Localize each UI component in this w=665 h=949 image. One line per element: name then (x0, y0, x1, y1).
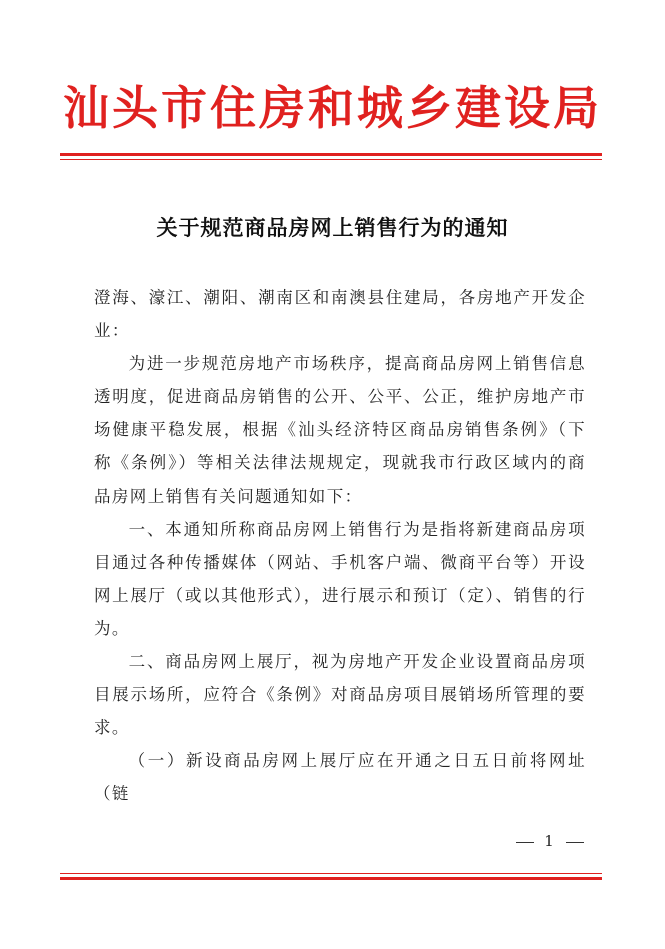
paragraph-item-2: 二、商品房网上展厅，视为房地产开发企业设置商品房项目展示场所，应符合《条例》对商品房项目展销场所管理的要求。 (94, 652, 586, 738)
paragraph-item-1: 一、本通知所称商品房网上销售行为是指将新建商品房项目通过各种传播媒体（网站、手机客户端、微商平台等）开设网上展厅（或以其他形式），进行展示和预订（定）、销售的行为。 (94, 519, 586, 638)
page-dash-right (566, 842, 584, 843)
footer-rule-thin (60, 873, 602, 874)
addressee: 澄海、濠江、潮阳、潮南区和南澳县住建局，各房地产开发企业： (94, 288, 586, 341)
page-dash-left (516, 842, 534, 843)
paragraph-intro: 为进一步规范房地产市场秩序，提高商品房网上销售信息透明度，促进商品房销售的公开、公平、公正，维护房地产市场健康平稳发展，根据《汕头经济特区商品房销售条例》（下称《条例》）等相关法律法规规定，现就我市行政区域内的商品房网上销售有关问题通知如下： (94, 354, 586, 506)
header-rule-thick (60, 153, 602, 156)
document-body (94, 281, 586, 811)
page-number-value: 1 (544, 832, 556, 850)
header-rule-thin (60, 159, 602, 160)
paragraph-subitem-1: （一）新设商品房网上展厅应在开通之日五日前将网址（链 (94, 751, 586, 804)
footer-rule-thick (60, 877, 602, 880)
page-number (500, 832, 600, 850)
document-title: 关于规范商品房网上销售行为的通知 (156, 216, 509, 240)
agency-letterhead: 汕头市住房和城乡建设局 (63, 81, 602, 135)
